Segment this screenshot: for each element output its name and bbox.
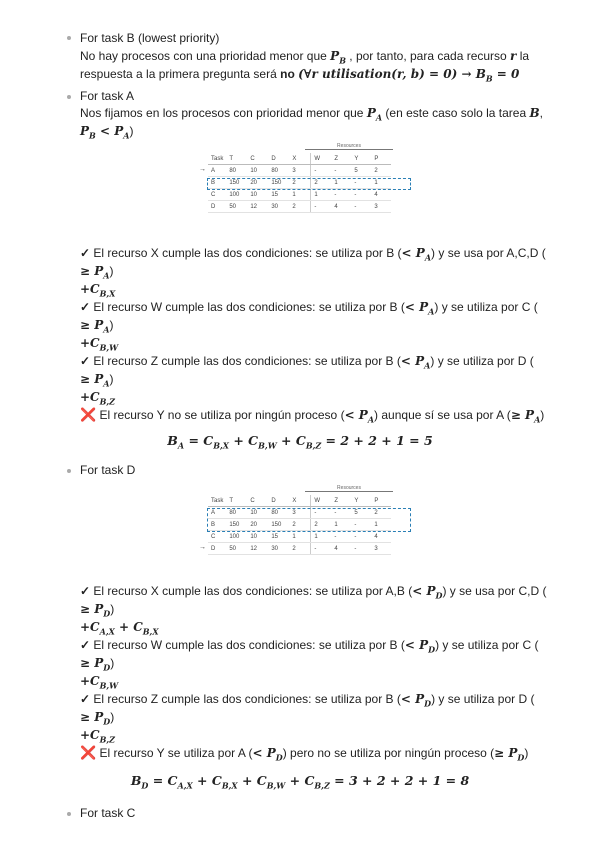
table-cell: 1	[289, 531, 311, 543]
table-header-cell: D	[268, 153, 289, 165]
table-cell: 2	[371, 165, 391, 177]
table-cell: 4	[331, 201, 351, 213]
table-cell: -	[331, 531, 351, 543]
check-line-cont: ≥ $P_A$)	[80, 372, 114, 389]
table-cell: C	[208, 531, 226, 543]
table-cell: 2	[311, 177, 332, 189]
table-cell: 150	[226, 177, 247, 189]
table-cell: -	[351, 543, 371, 555]
table-cell: 10	[247, 531, 268, 543]
cost-term: $+C_{B,Z}$	[80, 728, 115, 745]
table-cell: 15	[268, 189, 289, 201]
table-cell: 150	[268, 177, 289, 189]
cross-icon: ❌	[80, 745, 97, 760]
check-line-cont: ≥ $P_D$)	[80, 656, 115, 673]
table-cell: 30	[268, 543, 289, 555]
check-line-cont: ≥ $P_A$)	[80, 264, 114, 281]
table-cell: -	[311, 165, 332, 177]
cross-line: ❌ El recurso Y se utiliza por A (< $P_D$) pero no se utiliza por ningún proceso (≥ $P_D$)	[80, 745, 529, 763]
cross-line: ❌ El recurso Y no se utiliza por ningún proceso (< $P_A$) aunque sí se usa por A (≥ $P_A$)	[80, 407, 545, 425]
table-header-cell: P	[371, 153, 391, 165]
table-cell: 1	[311, 189, 332, 201]
table-cell: 4	[371, 189, 391, 201]
table-cell: 150	[226, 519, 247, 531]
table-cell: D	[208, 201, 226, 213]
table-cell: 80	[268, 165, 289, 177]
check-line: ✓ El recurso X cumple las dos condiciones: se utiliza por B (< $P_A$) y se usa por A,C,D (	[80, 246, 546, 263]
table-header-cell: C	[247, 495, 268, 507]
resources-header: Resources	[305, 485, 393, 492]
cross-icon: ❌	[80, 407, 97, 422]
table-cell: 80	[226, 165, 247, 177]
check-line: ✓ El recurso Z cumple las dos condiciones: se utiliza por B (< $P_D$) y se utiliza por D (	[80, 692, 535, 709]
table-cell: 1	[371, 519, 391, 531]
table-cell: 12	[247, 201, 268, 213]
table-cell: 2	[289, 177, 311, 189]
task-b-line-2: respuesta a la primera pregunta será no (∀r utilisation(r, $b) = 0) \to B_B = 0$	[80, 67, 520, 84]
table-cell: 4	[331, 543, 351, 555]
table-cell: 80	[226, 507, 247, 519]
table-cell: -	[331, 189, 351, 201]
table-cell: -	[351, 531, 371, 543]
check-line-cont: ≥ $P_D$)	[80, 710, 115, 727]
resources-header: Resources	[305, 143, 393, 150]
check-line: ✓ El recurso Z cumple las dos condiciones: se utiliza por B (< $P_A$) y se utiliza por D (	[80, 354, 534, 371]
table-cell: 50	[226, 543, 247, 555]
formula-ba: $B_A = C_{B,X} + C_{B,W} + C_{B,Z} = 2 + 2 + 1 = 5$	[167, 433, 433, 451]
table-header-cell: Y	[351, 153, 371, 165]
bullet	[67, 812, 71, 816]
table-cell: 15	[268, 531, 289, 543]
task-a-title: For task A	[80, 89, 135, 103]
table-cell: 1	[331, 177, 351, 189]
check-icon: ✓	[80, 692, 91, 706]
cost-term: $+C_{B,Z}$	[80, 390, 115, 407]
table-cell: 3	[289, 165, 311, 177]
table-header-cell: T	[226, 153, 247, 165]
table-header-cell: W	[311, 495, 332, 507]
table-cell: -	[351, 189, 371, 201]
check-line: ✓ El recurso X cumple las dos condiciones: se utiliza por A,B (< $P_D$) y se usa por C,D (	[80, 584, 547, 601]
check-icon: ✓	[80, 638, 91, 652]
table-cell: -	[331, 165, 351, 177]
table-cell: 50	[226, 201, 247, 213]
table-cell: 150	[268, 519, 289, 531]
table-cell: D	[208, 543, 226, 555]
table-cell: 30	[268, 201, 289, 213]
table-cell: 80	[268, 507, 289, 519]
table-header-cell: Z	[331, 495, 351, 507]
check-icon: ✓	[80, 300, 91, 314]
table-cell: 100	[226, 189, 247, 201]
table-header-cell: Z	[331, 153, 351, 165]
table-row	[208, 543, 391, 555]
table-cell: 5	[351, 507, 371, 519]
table-header-cell: D	[268, 495, 289, 507]
table-cell: -	[311, 543, 332, 555]
check-line: ✓ El recurso W cumple las dos condiciones: se utiliza por B (< $P_D$) y se utiliza por C (	[80, 638, 539, 655]
bullet	[67, 95, 71, 99]
table-cell: -	[351, 177, 371, 189]
table-row	[208, 531, 391, 543]
task-c-title: For task C	[80, 806, 136, 820]
table-cell: 4	[371, 531, 391, 543]
task-a-line-1: Nos fijamos en los procesos con prioridad menor que $P_A$ (en este caso solo la tarea B,	[80, 106, 543, 123]
table-cell: -	[351, 519, 371, 531]
check-line: ✓ El recurso W cumple las dos condiciones: se utiliza por B (< $P_A$) y se utiliza por C (	[80, 300, 538, 317]
table-cell: 2	[311, 519, 332, 531]
task-b-title: For task B (lowest priority)	[80, 31, 220, 45]
check-line-cont: ≥ $P_D$)	[80, 602, 115, 619]
cost-term: $+C_{B,X}$	[80, 282, 116, 299]
table-cell: 100	[226, 531, 247, 543]
table-cell: 3	[371, 201, 391, 213]
table-row	[208, 165, 391, 177]
table-cell: 1	[331, 519, 351, 531]
table-header-cell: X	[289, 495, 311, 507]
bullet	[67, 36, 71, 40]
table-cell: 1	[289, 189, 311, 201]
table-cell: 10	[247, 507, 268, 519]
cost-term: $+C_{B,W}$	[80, 674, 119, 691]
table-cell: 12	[247, 543, 268, 555]
formula-bd: $B_D = C_{A,X} + C_{B,X} + C_{B,W} + C_{B,Z} = 3 + 2 + 2 + 1 = 8$	[130, 773, 470, 791]
table-header-cell: Y	[351, 495, 371, 507]
check-icon: ✓	[80, 246, 91, 260]
table-cell: 2	[289, 201, 311, 213]
table-cell: 2	[289, 543, 311, 555]
table-header-cell: X	[289, 153, 311, 165]
task-b-line-1: No hay procesos con una prioridad menor que $P_B$ , por tanto, para cada recurso r la	[80, 49, 530, 66]
table-cell: 1	[371, 177, 391, 189]
highlight-rows	[207, 508, 411, 532]
table-cell: -	[311, 201, 332, 213]
table-header-cell: Task	[208, 153, 226, 165]
table-cell: -	[331, 507, 351, 519]
highlight-row	[207, 178, 411, 190]
table-header-cell: C	[247, 153, 268, 165]
task-d-title: For task D	[80, 463, 136, 477]
table-cell: 3	[371, 543, 391, 555]
table-header-cell: T	[226, 495, 247, 507]
task-a-line-2: $P_B < P_A$)	[80, 124, 134, 141]
table-row	[208, 201, 391, 213]
table-cell: 20	[247, 177, 268, 189]
table-cell: 2	[289, 519, 311, 531]
table-cell: 20	[247, 519, 268, 531]
table-cell: -	[351, 201, 371, 213]
table-cell: 10	[247, 189, 268, 201]
table-cell: 3	[289, 507, 311, 519]
table-header-cell: Task	[208, 495, 226, 507]
check-icon: ✓	[80, 584, 91, 598]
table-cell: 5	[351, 165, 371, 177]
bullet	[67, 469, 71, 473]
check-line-cont: ≥ $P_A$)	[80, 318, 114, 335]
table-cell: A	[208, 507, 226, 519]
table-header-cell: W	[311, 153, 332, 165]
table-row	[208, 189, 391, 201]
cost-term: $+C_{B,W}$	[80, 336, 119, 353]
table-cell: A	[208, 165, 226, 177]
arrow-marker: →	[199, 544, 206, 551]
cost-term: $+C_{A,X} + C_{B,X}$	[80, 620, 159, 637]
table-cell: C	[208, 189, 226, 201]
table-header-cell: P	[371, 495, 391, 507]
table-cell: 1	[311, 531, 332, 543]
arrow-marker: →	[199, 166, 206, 173]
table-cell: B	[208, 519, 226, 531]
table-cell: B	[208, 177, 226, 189]
table-cell: 2	[371, 507, 391, 519]
table-cell: 10	[247, 165, 268, 177]
check-icon: ✓	[80, 354, 91, 368]
table-cell: -	[311, 507, 332, 519]
